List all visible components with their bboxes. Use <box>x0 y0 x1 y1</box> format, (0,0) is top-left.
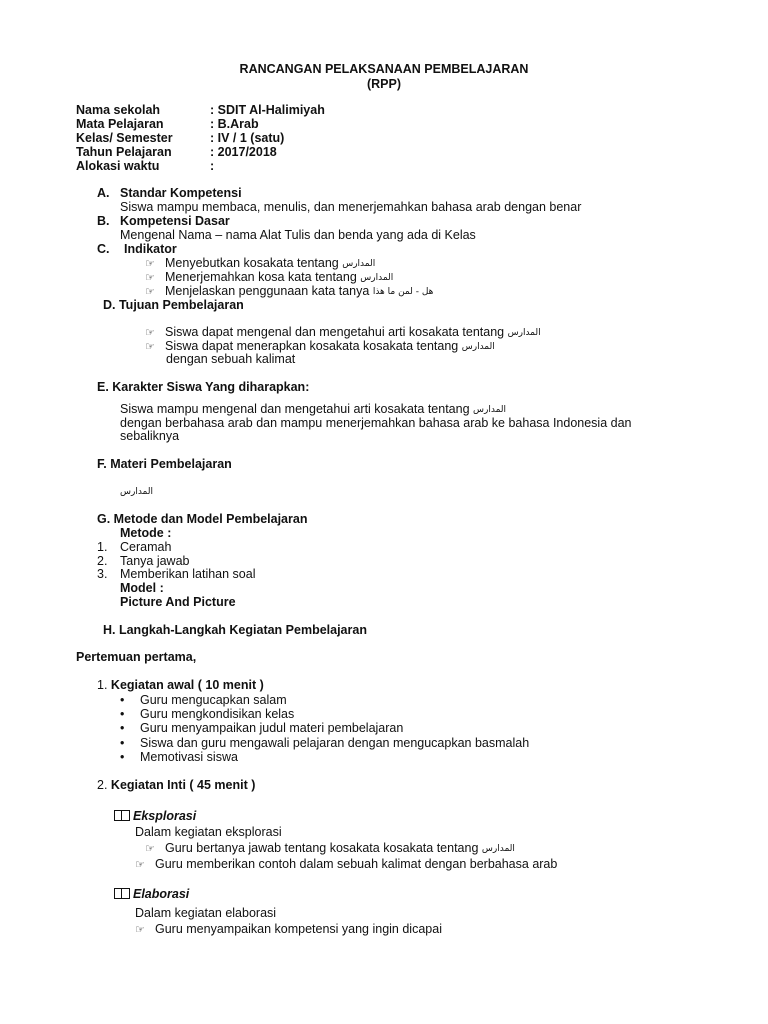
list-item: ☞ Guru bertanya jawab tentang kosakata kosakata tentang المدارس <box>145 841 515 855</box>
arabic-text: المدارس <box>461 342 495 352</box>
arabic-text: هل - لمن ما هذا <box>372 287 434 297</box>
list-item: 3. <box>97 567 108 581</box>
section-b-heading: Kompetensi Dasar <box>120 214 230 228</box>
identity-value: : SDIT Al-Halimiyah <box>210 103 325 117</box>
list-item: • Memotivasi siswa <box>120 750 238 764</box>
list-item: ☞ Menjelaskan penggunaan kata tanya هل - لمن ما هذا <box>145 284 434 298</box>
identity-value: : B.Arab <box>210 117 259 131</box>
identity-label: Mata Pelajaran <box>76 117 164 131</box>
identity-label: Kelas/ Semester <box>76 131 173 145</box>
list-item: ☞ Menyebutkan kosakata tentang المدارس <box>145 256 376 270</box>
arabic-text: المدارس <box>507 328 541 338</box>
identity-value: : IV / 1 (satu) <box>210 131 285 145</box>
identity-label: Nama sekolah <box>76 103 161 117</box>
bullet-icon: • <box>120 750 125 764</box>
list-item: • Guru mengucapkan salam <box>120 693 287 707</box>
section-b-marker: B. <box>97 214 110 228</box>
pointing-hand-icon: ☞ <box>145 272 155 284</box>
section-f-content <box>120 484 153 499</box>
eksplorasi-intro: Dalam kegiatan eksplorasi <box>135 825 282 839</box>
elaborasi-heading: Elaborasi <box>114 887 189 901</box>
list-item: • Guru mengkondisikan kelas <box>120 707 295 721</box>
section-f-heading: F. Materi Pembelajaran <box>97 457 232 471</box>
arabic-text: المدارس <box>473 405 507 415</box>
pointing-hand-icon: ☞ <box>145 327 155 339</box>
list-item: ☞ Menerjemahkan kosa kata tentang المدارس <box>145 270 394 284</box>
section-e-line: sebaliknya <box>120 429 180 443</box>
pointing-hand-icon: ☞ <box>135 924 145 936</box>
pointing-hand-icon: ☞ <box>145 341 155 353</box>
kegiatan-inti-heading: 2. Kegiatan Inti ( 45 menit ) <box>97 778 256 792</box>
section-c-marker: C. <box>97 242 110 256</box>
section-d-heading: D. Tujuan Pembelajaran <box>103 298 244 312</box>
list-item: ☞ Guru memberikan contoh dalam sebuah kalimat dengan berbahasa arab <box>135 857 558 871</box>
identity-label: Alokasi waktu <box>76 159 160 173</box>
section-e-line: Siswa mampu mengenal dan mengetahui arti kosakata tentang المدارس <box>120 402 507 416</box>
document-subtitle: (RPP) <box>366 77 402 91</box>
section-h-heading: H. Langkah-Langkah Kegiatan Pembelajaran <box>103 623 367 637</box>
model-label: Model : <box>120 581 164 595</box>
identity-label: Tahun Pelajaran <box>76 145 172 159</box>
arabic-text: المدارس <box>342 259 376 269</box>
section-e-heading: E. Karakter Siswa Yang diharapkan: <box>97 380 310 394</box>
pointing-hand-icon: ☞ <box>145 843 155 855</box>
section-c-heading: Indikator <box>124 242 177 256</box>
bullet-icon: • <box>120 721 125 735</box>
list-item: • Siswa dan guru mengawali pelajaran dengan mengucapkan basmalah <box>120 736 530 750</box>
pointing-hand-icon: ☞ <box>145 258 155 270</box>
arabic-text: المدارس <box>481 844 515 854</box>
bullet-icon: • <box>120 693 125 707</box>
arabic-text: المدارس <box>360 273 394 283</box>
model-value: Picture And Picture <box>120 595 236 609</box>
kegiatan-awal-heading: 1. Kegiatan awal ( 10 menit ) <box>97 678 264 692</box>
list-item: Memberikan latihan soal <box>120 567 256 581</box>
pointing-hand-icon: ☞ <box>145 286 155 298</box>
metode-label: Metode : <box>120 526 172 540</box>
list-item: Tanya jawab <box>120 554 190 568</box>
elaborasi-intro: Dalam kegiatan elaborasi <box>135 906 277 920</box>
list-item: ☞ Siswa dapat mengenal dan mengetahui arti kosakata tentang المدارس <box>145 325 541 339</box>
list-item: Ceramah <box>120 540 172 554</box>
document-title: RANCANGAN PELAKSANAAN PEMBELAJARAN <box>239 62 529 76</box>
section-e-line: dengan berbahasa arab dan mampu menerjemahkan bahasa arab ke bahasa Indonesia dan <box>120 416 632 430</box>
list-item: ☞ Siswa dapat menerapkan kosakata kosakata tentang المدارس <box>145 339 495 353</box>
list-item: 1. <box>97 540 108 554</box>
eksplorasi-heading: Eksplorasi <box>114 809 196 823</box>
identity-value: : <box>210 159 215 173</box>
list-item: 2. <box>97 554 108 568</box>
section-g-heading: G. Metode dan Model Pembelajaran <box>97 512 308 526</box>
section-a-marker: A. <box>97 186 110 200</box>
pointing-hand-icon: ☞ <box>135 859 145 871</box>
bullet-icon: • <box>120 736 125 750</box>
arabic-text: المدارس <box>120 487 154 497</box>
section-a-text: Siswa mampu membaca, menulis, dan menerjemahkan bahasa arab dengan benar <box>120 200 582 214</box>
book-icon <box>114 888 130 899</box>
identity-value: : 2017/2018 <box>210 145 277 159</box>
bullet-icon: • <box>120 707 125 721</box>
list-item: • Guru menyampaikan judul materi pembelajaran <box>120 721 404 735</box>
list-item: ☞ Guru menyampaikan kompetensi yang ingin dicapai <box>135 922 442 936</box>
book-icon <box>114 810 130 821</box>
section-a-heading: Standar Kompetensi <box>120 186 242 200</box>
meeting-title: Pertemuan pertama, <box>76 650 197 664</box>
section-b-text: Mengenal Nama – nama Alat Tulis dan benda yang ada di Kelas <box>120 228 476 242</box>
list-item-continuation: dengan sebuah kalimat <box>166 352 296 366</box>
